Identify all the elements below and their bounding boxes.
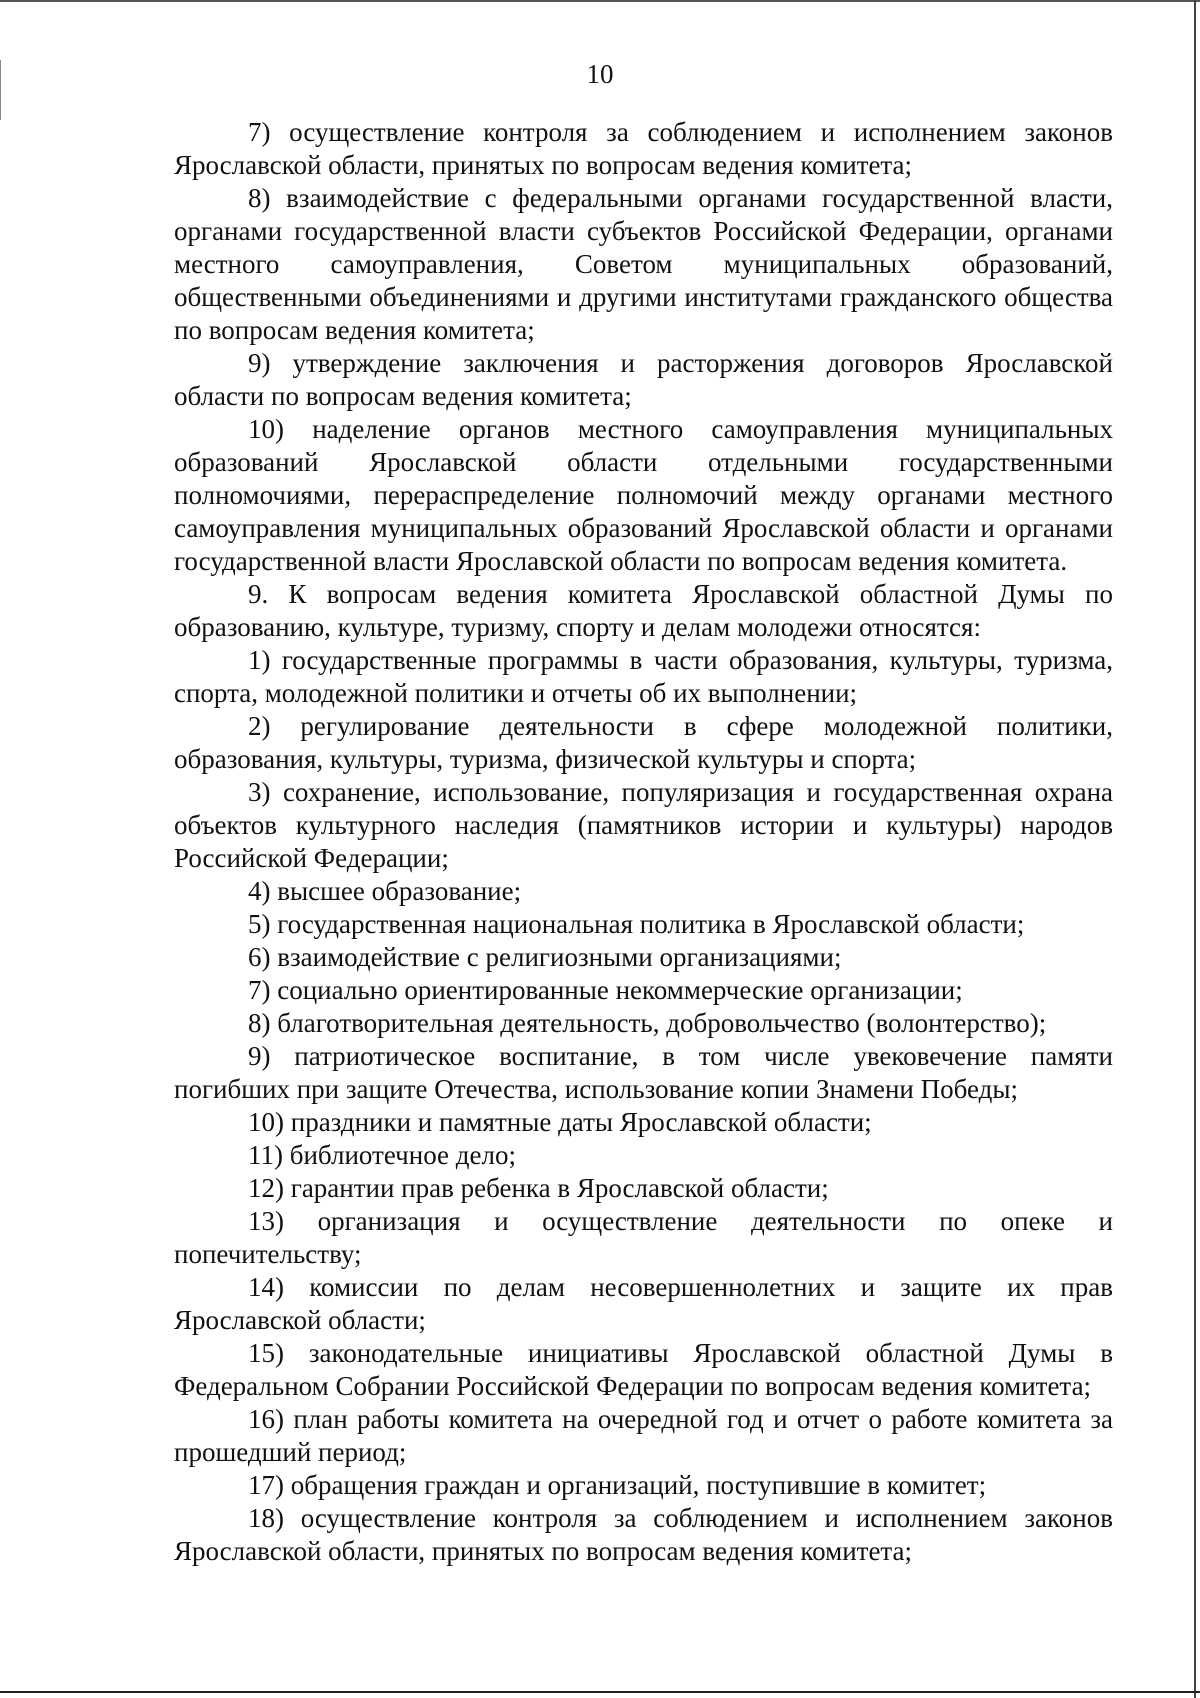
paragraph-subitem-16: 16) план работы комитета на очередной год и отчет о работе комитета за прошедший период; (174, 1404, 1113, 1467)
paragraph-item-7: 7) осуществление контроля за соблюдением и исполнением законов Ярославской области, принятых по вопросам ведения комитета; (174, 117, 1113, 180)
paragraph-subitem-11: 11) библиотечное дело; (248, 1140, 516, 1170)
scan-edge-top (0, 0, 1200, 2)
paragraph-subitem-6: 6) взаимодействие с религиозными организациями; (248, 942, 842, 972)
scan-edge-bottom (0, 1691, 1200, 1693)
paragraph-subitem-5: 5) государственная национальная политика в Ярославской области; (248, 909, 1025, 939)
page-number: 10 (586, 59, 614, 89)
document-body (174, 116, 1113, 1568)
paragraph-subitem-3: 3) сохранение, использование, популяризация и государственная охрана объектов культурного наследия (памятников истории и культуры) народов Российской Федерации; (174, 777, 1113, 873)
paragraph-subitem-12: 12) гарантии прав ребенка в Ярославской области; (248, 1173, 829, 1203)
paragraph-subitem-10: 10) праздники и памятные даты Ярославской области; (248, 1107, 872, 1137)
paragraph-item-10: 10) наделение органов местного самоуправления муниципальных образований Ярославской области отдельными государственными полномочиями, перераспределение полномочий между органами местного самоуправления муниципальных образований Ярославской области и органами государственной власти Ярославской области по вопросам ведения комитета. (174, 414, 1113, 576)
paragraph-subitem-1: 1) государственные программы в части образования, культуры, туризма, спорта, молодежной политики и отчеты об их выполнении; (174, 645, 1113, 708)
paragraph-item-8: 8) взаимодействие с федеральными органами государственной власти, органами государственной власти субъектов Российской Федерации, органами местного самоуправления, Советом муниципальных образований, общественными объединениями и другими институтами гражданского общества по вопросам ведения комитета; (174, 183, 1113, 345)
paragraph-subitem-13: 13) организация и осуществление деятельности по опеке и попечительству; (174, 1206, 1113, 1269)
paragraph-item-9: 9) утверждение заключения и расторжения договоров Ярославской области по вопросам ведения комитета; (174, 348, 1113, 411)
paragraph-section-9: 9. К вопросам ведения комитета Ярославской областной Думы по образованию, культуре, туризму, спорту и делам молодежи относятся: (174, 579, 1113, 642)
scan-edge-right (1194, 0, 1196, 1698)
paragraph-subitem-7: 7) социально ориентированные некоммерческие организации; (248, 975, 963, 1005)
paragraph-subitem-4: 4) высшее образование; (248, 876, 522, 906)
paragraph-subitem-2: 2) регулирование деятельности в сфере молодежной политики, образования, культуры, туризма, физической культуры и спорта; (174, 711, 1113, 774)
paragraph-subitem-15: 15) законодательные инициативы Ярославской областной Думы в Федеральном Собрании Российской Федерации по вопросам ведения комитета; (174, 1338, 1113, 1401)
paragraph-subitem-14: 14) комиссии по делам несовершеннолетних и защите их прав Ярославской области; (174, 1272, 1113, 1335)
paragraph-subitem-8: 8) благотворительная деятельность, добровольчество (волонтерство); (248, 1008, 1047, 1038)
paragraph-subitem-9: 9) патриотическое воспитание, в том числе увековечение памяти погибших при защите Отечества, использование копии Знамени Победы; (174, 1041, 1113, 1104)
paragraph-subitem-17: 17) обращения граждан и организаций, поступившие в комитет; (248, 1470, 987, 1500)
paragraph-subitem-18: 18) осуществление контроля за соблюдением и исполнением законов Ярославской области, принятых по вопросам ведения комитета; (174, 1503, 1113, 1566)
